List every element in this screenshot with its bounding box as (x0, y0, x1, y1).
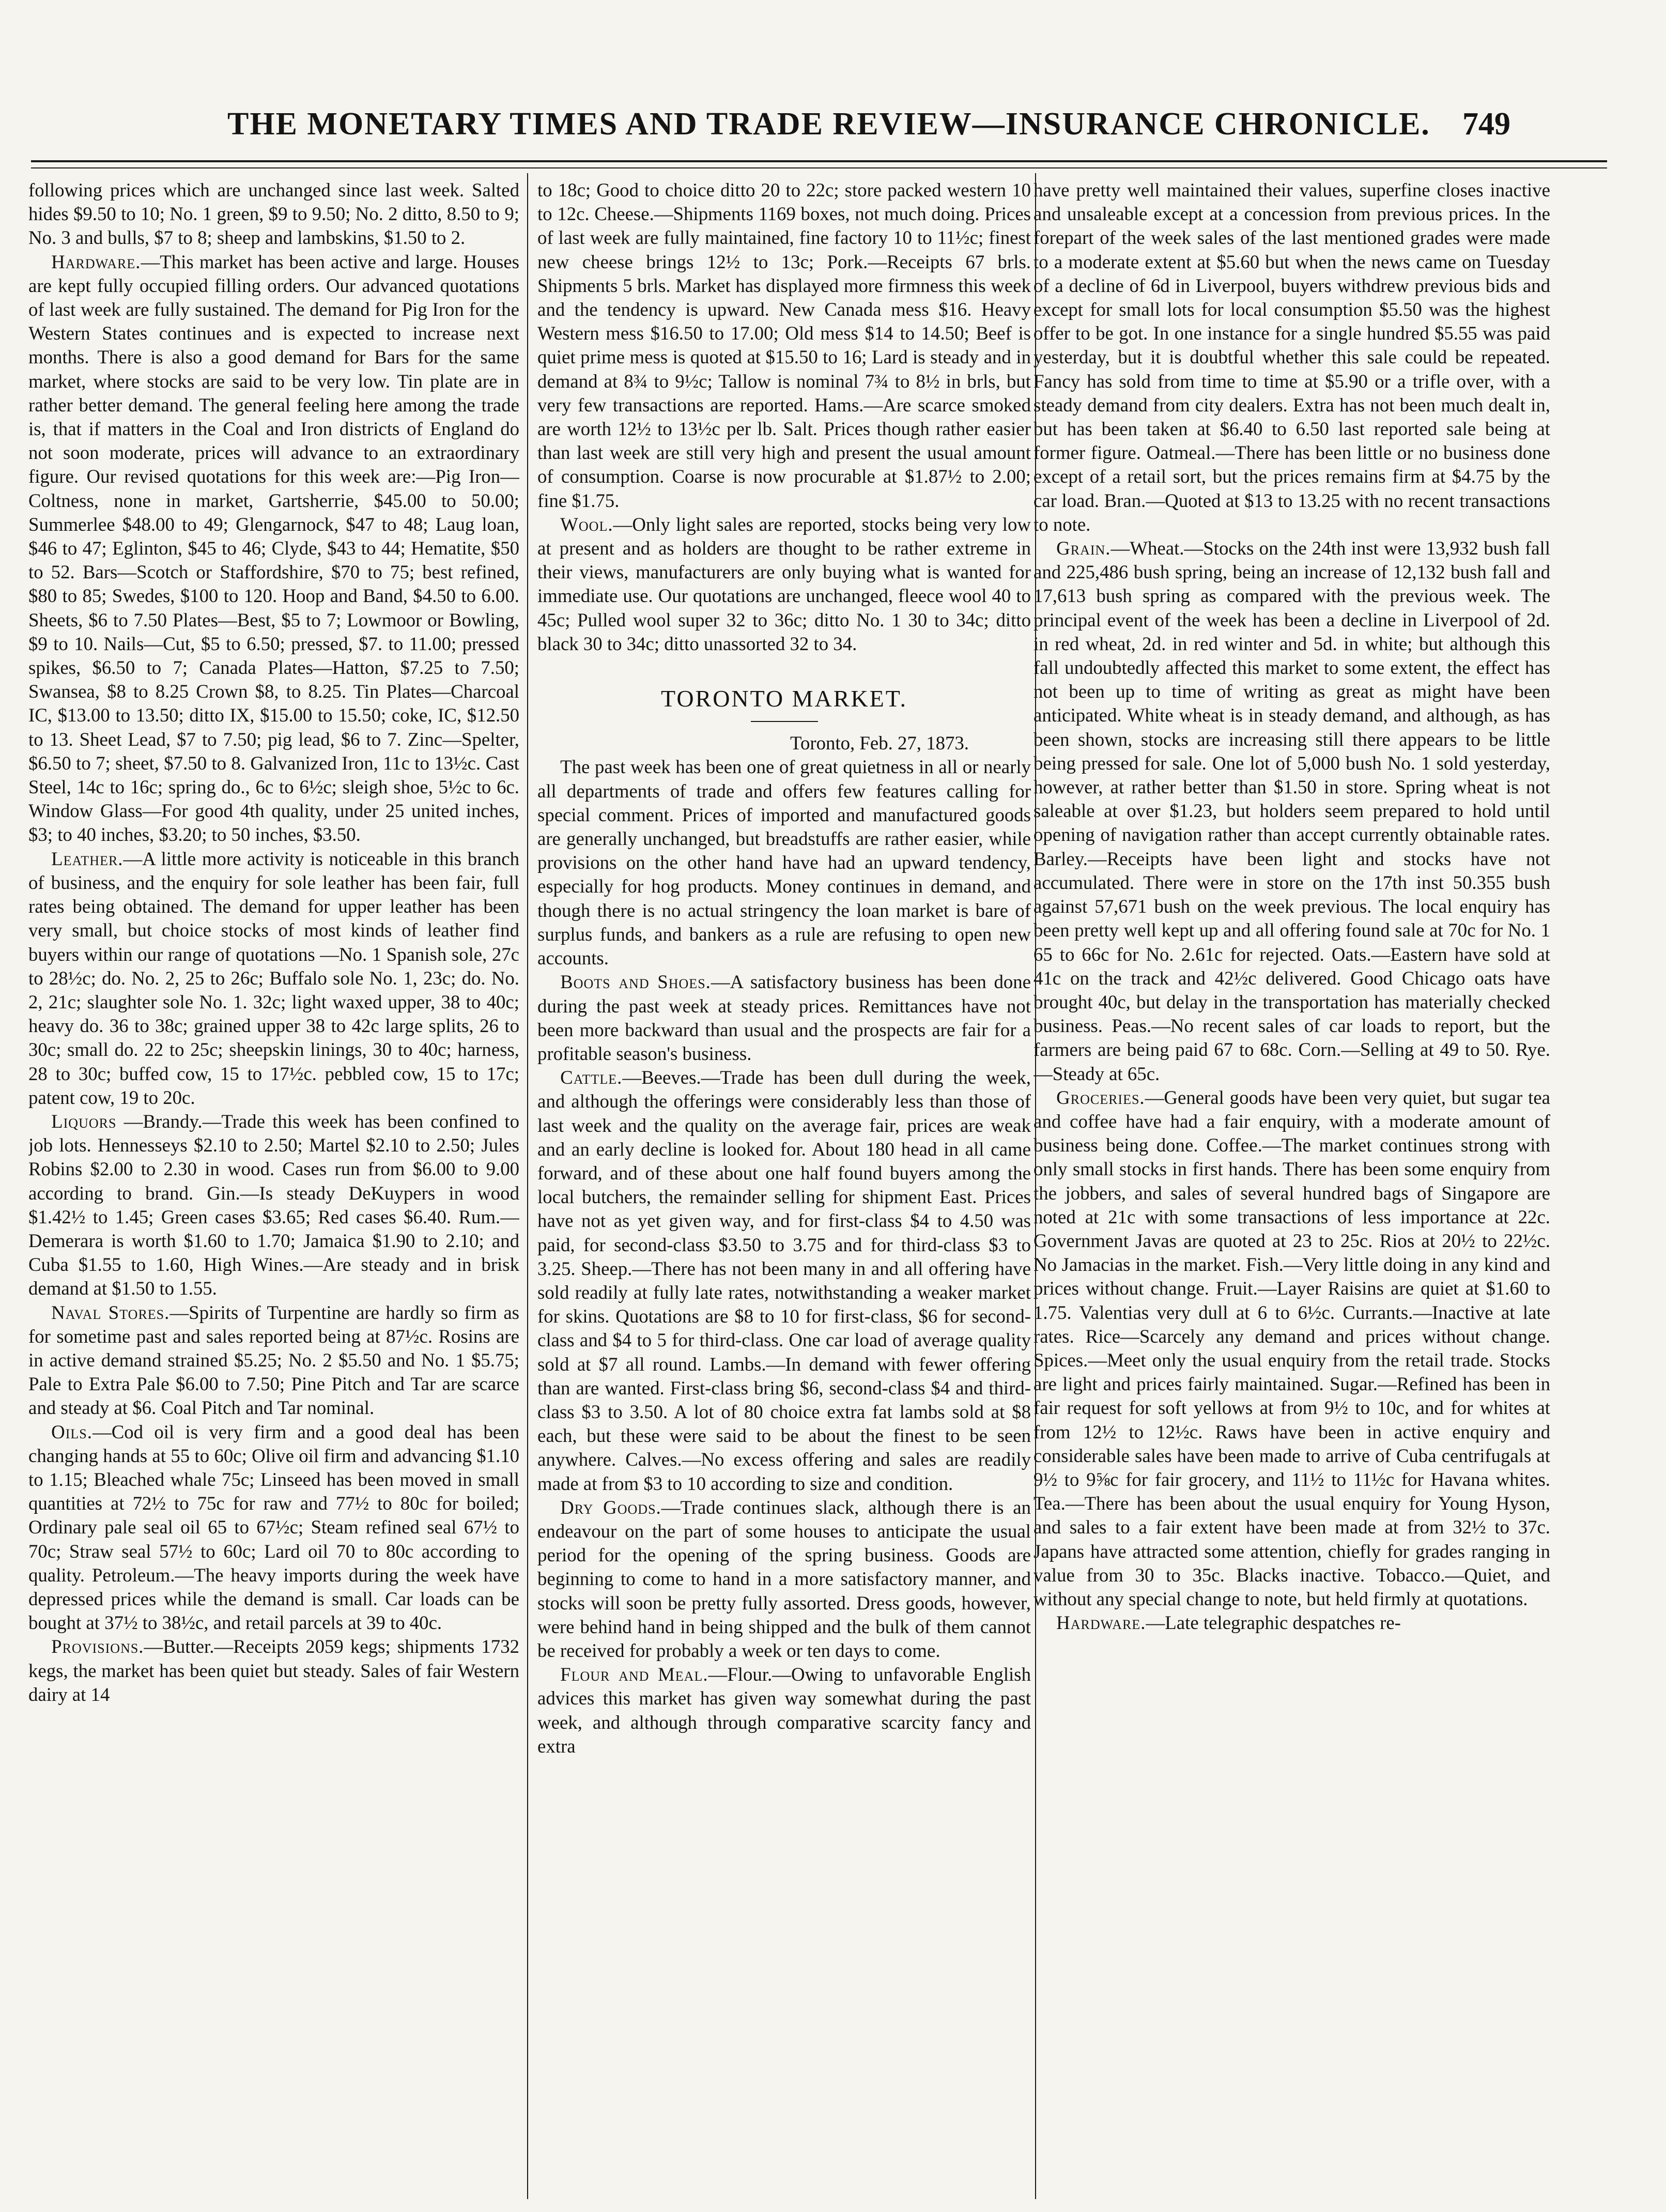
paragraph (28, 847, 519, 1110)
page-header (0, 0, 1666, 165)
paragraph-text: —Spirits of Turpentine are hardly so firm as for sometime past and sales reported being at 87½c. Rosins are in active demand strained $5.25; No. 2 $5.50 and No. 1 $5.75; Pale to Extra Pale $6.00 to 7.50; Pine Pitch and Tar are scarce and steady at $6. Coal Pitch and Tar nominal. (28, 1301, 519, 1419)
dateline: Toronto, Feb. 27, 1873. (790, 732, 969, 754)
paragraph-lead: Flour and Meal. (560, 1664, 708, 1685)
section-rule (751, 721, 818, 722)
paragraph-text: —Late telegraphic despatches re- (1146, 1612, 1401, 1634)
paragraph-text: —A satisfactory business has been done during the past week at steady prices. Remittances have not been more backward than usual and the prospects are fair for a profitable season's business. (537, 971, 1031, 1064)
paragraph-text: —A little more activity is noticeable in this branch of business, and the enquiry for sole leather has been fair, full rates being obtained. The demand for upper leather has been very small, but choice stocks of most kinds of leather find buyers within our range of quotations —No. 1 Spanish sole, 27c to 28½c; do. No. 2, 25 to 26c; Buffalo sole No. 1, 23c; do. No. 2, 21c; slaughter sole No. 1. 32c; light waxed upper, 38 to 40c; heavy do. 36 to 38c; grained upper 38 to 42c large splits, 26 to 30c; small do. 22 to 25c; sheepskin linings, 30 to 40c; harness, 28 to 30c; buffed cow, 15 to 17½c. pebbled cow, 15 to 17c; patent cow, 19 to 20c. (28, 848, 519, 1108)
paragraph-text: —This market has been active and large. Houses are kept fully occupied filling orders. Our advanced quotations of last week are fully sustained. The demand for Pig Iron for the Western States continues and is expected to increase next months. There is also a good demand for Bars for the same market, where stocks are said to be very low. Tin plate are in rather better demand. The general feeling here among the trade is, that if matters in the Coal and Iron districts of England do not soon moderate, prices will advance to an extraordinary figure. Our revised quotations for this week are:—Pig Iron—Coltness, none in market, Gartsherrie, $45.00 to 50.00; Summerlee $48.00 to 49; Glengarnock, $47 to 48; Laug loan, $46 to 47; Eglinton, $45 to 46; Clyde, $43 to 44; Hematite, $50 to 52. Bars—Scotch or Staffordshire, $70 to 75; best refined, $80 to 85; Swedes, $100 to 120. Hoop and Band, $4.50 to 6.00. Sheets, $6 to 7.50 Plates—Best, $5 to 7; Lowmoor or Bowling, $9 to 10. Nails—Cut, $5 to 6.50; pressed, $7. to 11.00; pressed spikes, $6.50 to 7; Canada Plates—Hatton, $7.25 to 7.50; Swansea, $8 to 8.25 Crown $8, to 8.25. Tin Plates—Charcoal IC, $13.00 to 13.50; ditto IX, $15.00 to 15.50; coke, IC, $12.50 to 13. Sheet Lead, $7 to 7.50; pig lead, $6 to 7. Zinc—Spelter, $6.50 to 7; sheet, $7.50 to 8. Galvanized Iron, 11c to 13½c. Cast Steel, 14c to 16c; spring do., 6c to 6½c; sleigh shoe, 5½c to 6c. Window Glass—For good 4th quality, under 25 united inches, $3; to 40 inches, $3.20; to 50 inches, $3.50. (28, 251, 519, 846)
paragraph-lead: Liquors (51, 1110, 117, 1132)
header-rule-thin (31, 167, 1607, 168)
paragraph (28, 250, 519, 847)
paragraph-lead: Dry Goods. (560, 1496, 661, 1518)
paragraph (1033, 178, 1550, 536)
paragraph-text: —Trade continues slack, although there is an endeavour on the part of some houses to anticipate the usual period for the opening of the spring business. Goods are beginning to come to hand in a more satisfactory manner, and stocks will soon be pretty fully assorted. Dress goods, however, were behind hand in being shipped and the bulk of them cannot be received for probably a week or ten days to come. (537, 1496, 1031, 1661)
paragraph-text: have pretty well maintained their values, superfine closes inactive and unsaleable except at a concession from previous prices. In the forepart of the week sales of the last mentioned grades were made to a moderate extent at $5.60 but when the news came on Tuesday of a decline of 6d in Liverpool, buyers withdrew previous bids and except for small lots for local consumption $5.50 was the highest offer to be got. In one instance for a single hundred $5.55 was paid yesterday, but it is doubtful whether this sale could be repeated. Fancy has sold from time to time at $5.90 or a trifle over, with a steady demand from city dealers. Extra has not been much dealt in, but has been taken at $6.40 to 6.50 last reported sale being at former figure. Oatmeal.—There has been little or no business done except of a retail sort, but the prices remains firm at $4.75 by the car load. Bran.—Quoted at $13 to 13.25 with no recent transactions to note. (1033, 179, 1550, 535)
paragraph-lead: Wool. (560, 513, 613, 535)
paragraph (28, 1420, 519, 1635)
masthead-title: THE MONETARY TIMES AND TRADE REVIEW—INSURANCE CHRONICLE. (227, 106, 1430, 142)
column-divider-1 (527, 173, 528, 2199)
paragraph (28, 1110, 519, 1301)
paragraph-text: —Beeves.—Trade has been dull during the week, and although the offerings were considerably less than those of last week and the quality on the average fair, prices are weak and an early decline is looked for. About 180 head in all came forward, and of these about one half found buyers among the local butchers, the remainder selling for shipment East. Prices have not as yet given way, and for first-class $4 to 4.50 was paid, for second-class $3.50 to 3.75 and for third-class $3 to 3.25. Sheep.—There has not been many in and all offering have sold readily at fully late rates, notwithstanding a weaker market for skins. Quotations are $8 to 10 for first-class, $6 for second-class and $4 to 5 for third-class. One car load of average quality sold at $7 all round. Lambs.—In demand with fewer offering than are wanted. First-class bring $6, second-class $4 and third-class $3 to 3.50. A lot of 80 choice extra fat lambs sold at $8 each, but these were said to be about the finest to be seen anywhere. Calves.—No excess offering and sales are readily made at from $3 to 10 according to size and condition. (537, 1067, 1031, 1494)
paragraph-lead: Hardware. (51, 251, 141, 272)
paragraph-text: to 18c; Good to choice ditto 20 to 22c; store packed western 10 to 12c. Cheese.—Shipments 1169 boxes, not much doing. Prices of last week are fully maintained, fine factory 10 to 11½c; finest new cheese brings 12½ to 13c; Pork.—Receipts 67 brls. Shipments 5 brls. Market has displayed more firmness this week and the tendency is upward. New Canada mess $16. Heavy Western mess $16.50 to 17.00; Old mess $14 to 14.50; Beef is quiet prime mess is quoted at $15.50 to 16; Lard is steady and in demand at 8¾ to 9½c; Tallow is nominal 7¾ to 8½ in brls, but very few transactions are reported. Hams.—Are scarce smoked are worth 12½ to 13½c per lb. Salt. Prices though rather easier than last week are still very high and present the usual amount of consumption. Coarse is now procurable at $1.87½ to 2.00; fine $1.75. (537, 179, 1031, 511)
paragraph (537, 1663, 1031, 1758)
paragraph (28, 1301, 519, 1420)
paragraph (537, 1496, 1031, 1663)
paragraph-lead: Boots and Shoes. (560, 971, 711, 993)
paragraph-lead: Provisions. (51, 1636, 144, 1657)
paragraph-lead: Groceries. (1056, 1086, 1145, 1108)
paragraph-text: —General goods have been very quiet, but sugar tea and coffee have had a fair enquiry, with a moderate amount of business being done. Coffee.—The market continues strong with only small stocks in first hands. There has been some enquiry from the jobbers, and sales of several hundred bags of Singapore are noted at 21c with some transactions of less importance at 22c. Government Javas are quoted at 23 to 25c. Rios at 20½ to 22½c. No Jamacias in the market. Fish.—Very little doing in any kind and prices without change. Fruit.—Layer Raisins are quiet at $1.60 to 1.75. Valentias very dull at 6 to 6½c. Currants.—Inactive at late rates. Rice—Scarcely any demand and prices without change. Spices.—Meet only the usual enquiry from the retail trade. Stocks are light and prices fairly maintained. Sugar.—Refined has been in fair request for soft yellows at from 9½ to 10c, and for whites at from 12½ to 12½c. Raws have been in active enquiry and considerable sales have been made to arrive of Cuba centrifugals at 9½ to 9⅝c for fair grocery, and 11½ to 11½c for Havana whites. Tea.—There has been about the usual enquiry for Young Hyson, and sales to a fair extent have been made at from 32½ to 37c. Japans have attracted some attention, chiefly for grades ranging in value from 30 to 35c. Blacks inactive. Tobacco.—Quiet, and without any special change to note, but held firmly at quotations. (1033, 1086, 1550, 1609)
paragraph-text: —Brandy.—Trade this week has been confined to job lots. Hennesseys $2.10 to 2.50; Martel $2.10 to 2.50; Jules Robins $2.00 to 2.30 in wood. Cases run from $6.00 to 9.00 according to brand. Gin.—Is steady DeKuypers in wood $1.42½ to 1.45; Green cases $3.65; Red cases $6.40. Rum.—Demerara is worth $1.60 to 1.70; Jamaica $1.90 to 2.10; and Cuba $1.55 to 1.60, High Wines.—Are steady and in brisk demand at $1.50 to 1.55. (28, 1110, 519, 1299)
paragraph (537, 513, 1031, 656)
paragraph-text: —Flour.—Owing to unfavorable English advices this market has given way somewhat during the past week, and although through comparative scarcity fancy and extra (537, 1664, 1031, 1757)
paragraph-text: —Cod oil is very firm and a good deal has been changing hands at 55 to 60c; Olive oil firm and advancing $1.10 to 1.15; Bleached whale 75c; Linseed has been moved in small quantities at 72½ to 75c for raw and 77½ to 80c for boiled; Ordinary pale seal oil 65 to 67½c; Steam refined seal 67½ to 70c; Straw seal 57½ to 60c; Lard oil 70 to 80c according to quality. Petroleum.—The heavy imports during the week have depressed prices while the demand is small. Car loads can be bought at 37½ to 38½c, and retail parcels at 39 to 40c. (28, 1421, 519, 1634)
paragraph (537, 178, 1031, 513)
paragraph-lead: Cattle. (560, 1067, 623, 1088)
page-number: 749 (1462, 106, 1510, 142)
header-rule-thick (31, 160, 1607, 162)
paragraph (1033, 1086, 1550, 1611)
paragraph-text: —Butter.—Receipts 2059 kegs; shipments 1732 kegs, the market has been quiet but steady. Sales of fair Western dairy at 14 (28, 1636, 519, 1705)
paragraph-lead: Grain. (1056, 537, 1111, 559)
column-3 (1033, 178, 1550, 2204)
paragraph (537, 755, 1031, 970)
paragraph (537, 970, 1031, 1066)
paragraph (28, 178, 519, 250)
paragraph-text: —Wheat.—Stocks on the 24th inst were 13,932 bush fall and 225,486 bush spring, being an increase of 12,132 bush fall and 17,613 bush spring as compared with the previous week. The principal event of the week has been a decline in Liverpool of 2d. in red wheat, 2d. in red winter and 5d. in white; but although this fall undoubtedly affected this market to some extent, the effect has not been up to time of writing as great as might have been anticipated. White wheat is in steady demand, and although, as has been shown, stocks are increasing still there appears to be little being pressed for sale. One lot of 5,000 bush No. 1 sold yesterday, however, at rather better than $1.50 in store. Spring wheat is not saleable at over $1.23, but holders seem prepared to hold until opening of navigation rather than accept currently obtainable rates. Barley.—Receipts have been light and stocks have not accumulated. There were in store on the 17th inst 50.355 bush against 57,671 bush on the week previous. The local enquiry has been pretty well kept up and all offering found sale at 70c for No. 1 65 to 66c for No. 2.61c for rejected. Oats.—Eastern have sold at 41c on the track and 42½c delivered. Good Chicago oats have brought 40c, but delay in the transportation has materially checked business. Peas.—No recent sales of car loads to report, but the farmers are being paid 67 to 68c. Corn.—Selling at 49 to 50. Rye.—Steady at 65c. (1033, 537, 1550, 1084)
paragraph (28, 1635, 519, 1707)
paragraph (1033, 536, 1550, 1086)
paragraph-lead: Leather. (51, 848, 124, 869)
section-heading-toronto-market: TORONTO MARKET. (661, 685, 907, 712)
paragraph (537, 1066, 1031, 1496)
paragraph-lead: Naval Stores. (51, 1301, 170, 1323)
paragraph-text: following prices which are unchanged since last week. Salted hides $9.50 to 10; No. 1 green, $9 to 9.50; No. 2 ditto, 8.50 to 9; No. 3 and bulls, $7 to 8; sheep and lambskins, $1.50 to 2. (28, 179, 519, 249)
column-2 (537, 178, 1031, 2204)
paragraph-text: —Only light sales are reported, stocks being very low at present and as holders are thought to be rather extreme in their views, manufacturers are only buying what is wanted for immediate use. Our quotations are unchanged, fleece wool 40 to 45c; Pulled wool super 32 to 36c; ditto No. 1 30 to 34c; ditto black 30 to 34c; ditto unassorted 32 to 34. (537, 513, 1031, 654)
paragraph-lead: Oils. (51, 1421, 92, 1442)
paragraph-text: The past week has been one of great quietness in all or nearly all departments of trade and offers few features calling for special comment. Prices of imported and manufactured goods are generally unchanged, but breadstuffs are rather easier, while provisions on the other hand have had an upward tendency, especially for hog products. Money continues in demand, and though there is no actual stringency the loan market is bare of surplus funds, and bankers as a rule are refusing to open new accounts. (537, 756, 1031, 969)
paragraph (1033, 1611, 1550, 1635)
paragraph-lead: Hardware. (1056, 1612, 1146, 1634)
column-1 (28, 178, 519, 2204)
